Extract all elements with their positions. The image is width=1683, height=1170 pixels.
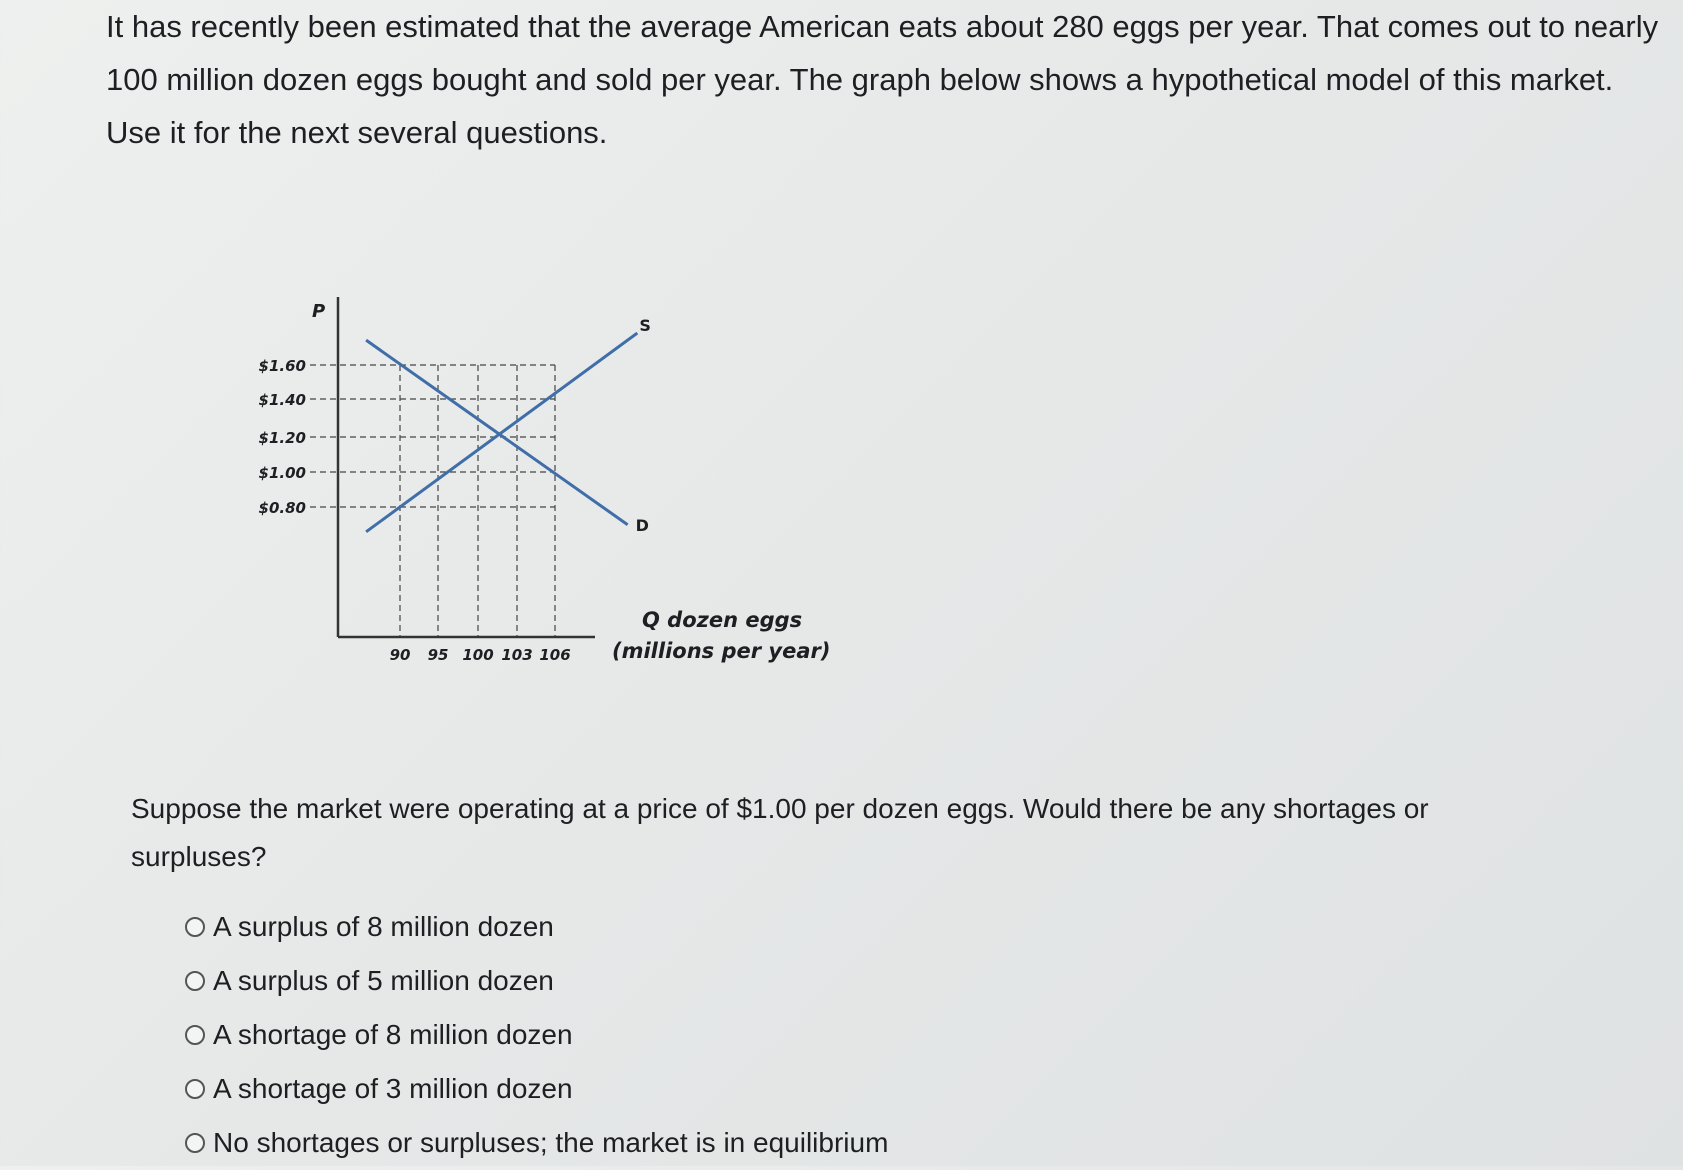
y-tick-label: $0.80 bbox=[258, 499, 306, 517]
radio-icon[interactable] bbox=[185, 971, 205, 991]
radio-icon[interactable] bbox=[185, 1133, 205, 1153]
option-4[interactable] bbox=[185, 1062, 888, 1116]
y-axis-label: P bbox=[312, 301, 326, 322]
option-label: A shortage of 8 million dozen bbox=[213, 1019, 573, 1050]
question-text bbox=[131, 785, 1551, 881]
grid-lines bbox=[310, 365, 555, 637]
x-tick-label: 90 bbox=[389, 646, 411, 664]
x-axis-label-line2: (millions per year) bbox=[612, 639, 831, 663]
radio-icon[interactable] bbox=[185, 1079, 205, 1099]
y-tick-label: $1.60 bbox=[258, 357, 306, 375]
y-tick-label: $1.40 bbox=[258, 391, 306, 409]
answer-options bbox=[185, 900, 888, 1170]
option-5[interactable] bbox=[185, 1116, 888, 1170]
option-1[interactable] bbox=[185, 900, 888, 954]
supply-demand-chart bbox=[250, 285, 850, 725]
intro-line-2: 100 million dozen eggs bought and sold per year. The graph below shows a hypothetical model of this market. bbox=[106, 62, 1614, 97]
radio-icon[interactable] bbox=[185, 917, 205, 937]
x-axis-label-line1: Q dozen eggs bbox=[642, 608, 803, 632]
x-tick-label: 95 bbox=[427, 646, 449, 664]
option-label: A surplus of 8 million dozen bbox=[213, 911, 554, 942]
intro-line-3: Use it for the next several questions. bbox=[106, 115, 608, 150]
x-tick-label: 100 bbox=[462, 646, 494, 664]
question-prompt: Suppose the market were operating at a price of $1.00 per dozen eggs. Would there be any shortages or surpluses? bbox=[131, 793, 1429, 872]
option-3[interactable] bbox=[185, 1008, 888, 1062]
option-label: A surplus of 5 million dozen bbox=[213, 965, 554, 996]
x-tick-label: 106 bbox=[539, 646, 571, 664]
intro-text bbox=[106, 0, 1666, 159]
x-tick-label: 103 bbox=[501, 646, 533, 664]
option-label: No shortages or surpluses; the market is in equilibrium bbox=[213, 1127, 889, 1158]
curves bbox=[366, 316, 651, 535]
y-tick-labels bbox=[259, 357, 306, 517]
y-tick-label: $1.00 bbox=[258, 464, 306, 482]
option-label: A shortage of 3 million dozen bbox=[213, 1073, 573, 1104]
x-tick-labels bbox=[390, 646, 571, 664]
option-2[interactable] bbox=[185, 954, 888, 1008]
radio-icon[interactable] bbox=[185, 1025, 205, 1045]
y-tick-label: $1.20 bbox=[258, 429, 306, 447]
demand-label: D bbox=[635, 515, 649, 535]
supply-label: S bbox=[639, 316, 651, 336]
intro-line-1: It has recently been estimated that the average American eats about 280 eggs per year. That comes out to nearly bbox=[106, 9, 1659, 44]
